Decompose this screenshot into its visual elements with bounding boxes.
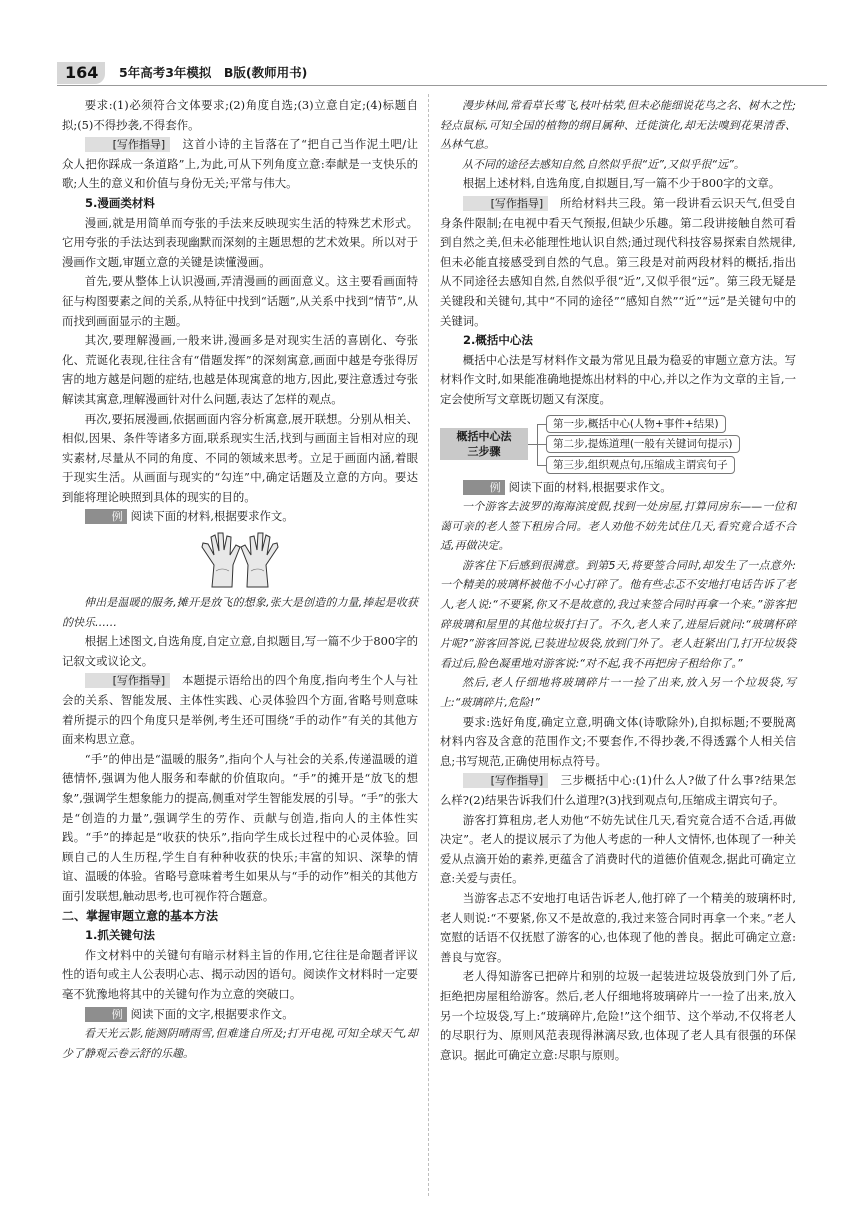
book-title: 5年高考3年模拟 B版(教师用书) [119,65,308,80]
material-text: 漫步林间,常看草长莺飞,枝叶枯荣,但未必能细说花鸟之名、树木之性;轻点鼠标,可知全国的植物的纲目属种、迁徙演化,却无法嗅到花果清香、丛林气息。 [440,99,796,152]
hands-caption: 伸出是温暖的服务,摊开是放飞的想象,张大是创造的力量,捧起是收获的快乐…… [62,596,418,629]
hands-image [62,531,418,589]
writing-guide-hands [62,671,418,749]
body-paragraph: 老人得知游客已把碎片和别的垃圾一起装进垃圾袋放到门外了后,拒绝把房屋租给游客。然后,老人仔细地将玻璃碎片一一捡了出来,放入另一个垃圾袋,写上:“玻璃碎片,危险!”这个细节、这个举动,不仅将老人的尽职行为、原则风范表现得淋漓尽致,也体现了老人具有很强的环保意识。据此可确定立意:尽职与原则。 [440,969,796,1062]
example-line [62,507,418,527]
body-paragraph: 根据上述图文,自选角度,自定立意,自拟题目,写一篇不少于800字的记叙文或议论文。 [62,634,418,668]
story-paragraph: 一个游客去波罗的海海滨度假,找到一处房屋,打算同房东——一位和蔼可亲的老人签下租房合同。老人劝他不妨先试住几天,看究竟合适不合适,再做决定。 [440,500,796,553]
writing-guide-nature [440,194,796,331]
diagram-step-3: 第三步,组织观点句,压缩成主谓宾句子 [546,456,735,474]
hands-illustration [62,531,418,589]
material-text: 看天光云影,能测阴晴雨雪,但难逢自所及;打开电视,可知全球天气,却少了静观云卷云舒的乐趣。 [62,1027,418,1060]
writing-guide-poem [62,135,418,194]
body-paragraph: 其次,要理解漫画,一般来讲,漫画多是对现实生活的喜剧化、夸张化、荒诞化表现,往往含有“借题发挥”的深刻寓意,画面中越是夸张得厉害的地方越是问题的症结,也越是体现寓意的地方,因此,要注意透过夸张解读其寓意,理解漫画针对什么问题,表达了怎样的观点。 [62,333,418,406]
story-paragraph: 游客住下后感到很满意。到第5天,将要签合同时,却发生了一点意外:一个精美的玻璃杯被他不小心打碎了。他有些忐忑不安地打电话告诉了老人,老人说:“不要紧,你又不是故意的,我过来签合同时再拿一个来。”游客把碎玻璃和屋里的其他垃圾打扫了。不久,老人来了,进屋后就问:“玻璃杯碎片呢?”游客回答说,已装进垃圾袋,放到门外了。老人赶紧出门,打开垃圾袋看过后,脸色凝重地对游客说:“对不起,我不再把房子租给你了。” [440,558,796,670]
example-instruction: 阅读下面的材料,根据要求作文。 [508,479,672,494]
example-line [440,478,796,498]
subheading-key-sentence: 1.抓关键句法 [85,928,155,943]
header-rule [57,85,827,86]
body-paragraph: 首先,要从整体上认识漫画,弄清漫画的画面意义。这主要看画面特征与构图要素之间的关系,从特征中找到“话题”,从关系中找到“情节”,从而找到画面显示的主题。 [62,274,418,328]
diagram-connector [528,444,537,445]
page-header [57,62,827,84]
body-paragraph: “手”的伸出是“温暖的服务”,指向个人与社会的关系,传递温暖的道德情怀,强调为他人服务和奉献的价值取向。“手”的摊开是“放飞的想象”,强调学生想象能力的提高,侧重对学生智能发展的引导。“手”的张大是“创造的力量”,强调学生的劳作、贡献与创造,指向人的主体性实践。“手”的捧起是“收获的快乐”,指向学生成长过程中的心灵体验。回顾自己的人生历程,学生自有种种收获的快乐;丰富的知识、深挚的情谊、温暖的体验。省略号意味着考生如果从与“手的动作”相关的其他方面引发联想,触动思考,也可视作符合题意。 [62,751,418,903]
left-column [62,96,418,1063]
subheading-summarize: 2.概括中心法 [463,333,533,348]
material-text: 从不同的途径去感知自然,自然似乎很“近”,又似乎很“远”。 [462,157,745,171]
requirements-paragraph: 要求:(1)必须符合文体要求;(2)角度自选;(3)立意自定;(4)标题自拟;(5)不得抄袭,不得套作。 [62,98,418,132]
section-heading-methods: 二、掌握审题立意的基本方法 [62,908,219,923]
diagram-connector [537,444,546,445]
diagram-step-1: 第一步,概括中心(人物+事件+结果) [546,415,726,433]
example-tag: 例 [463,480,505,495]
writing-guide-text: 这首小诗的主旨落在了“把自己当作泥土吧/让众人把你踩成一条道路”上,为此,可从下列角度立意:奉献是一支快乐的歌;人生的意义和价值与身份无关;平常与伟大。 [62,137,418,191]
example-instruction: 阅读下面的材料,根据要求作文。 [130,509,294,524]
three-steps-diagram [440,414,796,474]
right-column [440,96,796,1065]
body-paragraph: 要求:选好角度,确定立意,明确文体(诗歌除外),自拟标题;不要脱离材料内容及含意的范围作文;不要套作,不得抄袭,不得透露个人相关信息;书写规范,正确使用标点符号。 [440,714,796,768]
writing-guide-tag: [写作指导] [463,773,548,788]
column-divider [428,94,429,1196]
body-paragraph: 再次,要拓展漫画,依据画面内容分析寓意,展开联想。分别从相关、相似,因果、条件等诸多方面,联系现实生活,找到与画面主旨相对应的现实素材,尽量从不同的角度、不同的领域来思考。立足于画面内涵,着眼于现实生活。从画面与现实的“勾连”中,确定话题及立意的方向。要达到能将理论映照到具体的现实的目的。 [62,411,418,504]
diagram-root-label: 概括中心法 三步骤 [456,429,512,458]
diagram-connector [537,424,546,425]
page-number: 164 [65,63,99,82]
writing-guide-text: 三步概括中心:(1)什么人?做了什么事?结果怎么样?(2)结果告诉我们什么道理?(3)找到观点句,压缩成主谓宾句子。 [440,773,796,807]
example-line [62,1005,418,1025]
writing-guide-text: 所给材料共三段。第一段讲看云识天气,但受自身条件限制;在电视中看天气预报,但缺少乐趣。第二段讲接触自然可看到自然之美,但未必能理性地认识自然;通过现代科技容易探索自然规律,但未必能直接感受到自然的气息。第三段是对前两段材料的概括,指出从不同途径去感知自然,自然似乎很“近”,又似乎很“远”。第三段无疑是关键段和关键句,其中“不同的途径”“感知自然”“近”“远”是关键句中的关键词。 [440,195,796,328]
writing-guide-tag: [写作指导] [85,137,170,152]
writing-guide-tag: [写作指导] [463,196,548,211]
body-paragraph: 游客打算租房,老人劝他“不妨先试住几天,看究竟合适不合适,再做决定”。老人的提议展示了为他人考虑的一种人文情怀,也体现了一种关爱从点滴开始的素养,更蕴含了消费时代的道德价值观念,据此可确定立意:关爱与责任。 [440,812,796,886]
diagram-root-box [440,428,528,460]
body-paragraph: 当游客忐忑不安地打电话告诉老人,他打碎了一个精美的玻璃杯时,老人则说:“不要紧,你又不是故意的,我过来签合同时再拿一个来。”老人宽慰的话语不仅抚慰了游客的心,也体现了他的善良。据此可确定立意:善良与宽容。 [440,890,796,964]
body-paragraph: 漫画,就是用简单而夸张的手法来反映现实生活的特殊艺术形式。它用夸张的手法达到表现幽默而深刻的主题思想的艺术效果。所以对于漫画作文题,审题立意的关键是读懂漫画。 [62,215,418,269]
body-paragraph: 作文材料中的关键句有暗示材料主旨的作用,它往往是命题者评议性的语句或主人公表明心志、揭示动因的语句。阅读作文材料时一定要毫不犹豫地将其中的关键句作为立意的突破口。 [62,947,418,1001]
story-paragraph: 然后,老人仔细地将玻璃碎片一一捡了出来,放入另一个垃圾袋,写上:“玻璃碎片,危险!” [440,676,796,710]
body-paragraph: 概括中心法是写材料作文最为常见且最为稳妥的审题立意方法。写材料作文时,如果能准确地提炼出材料的中心,并以之作为文章的主旨,一定会使所写文章既切题又有深度。 [440,352,796,406]
writing-guide-tag: [写作指导] [85,673,170,688]
diagram-step-2: 第二步,提炼道理(一般有关键词句提示) [546,435,740,453]
writing-guide-text: 本题提示语给出的四个角度,指向考生个人与社会的关系、智能发展、主体性实践、心灵体验四个方面,省略号则意味着所提示的四个角度只是举例,考生还可围绕“手的动作”有关的其他方面来构思立意。 [62,673,418,747]
example-tag: 例 [85,509,127,524]
writing-guide-story [440,771,796,810]
diagram-connector [537,465,546,466]
example-tag: 例 [85,1007,127,1022]
example-instruction: 阅读下面的文字,根据要求作文。 [130,1006,294,1021]
section-heading-cartoon: 5.漫画类材料 [85,195,155,210]
body-paragraph: 根据上述材料,自选角度,自拟题目,写一篇不少于800字的文章。 [462,176,781,191]
